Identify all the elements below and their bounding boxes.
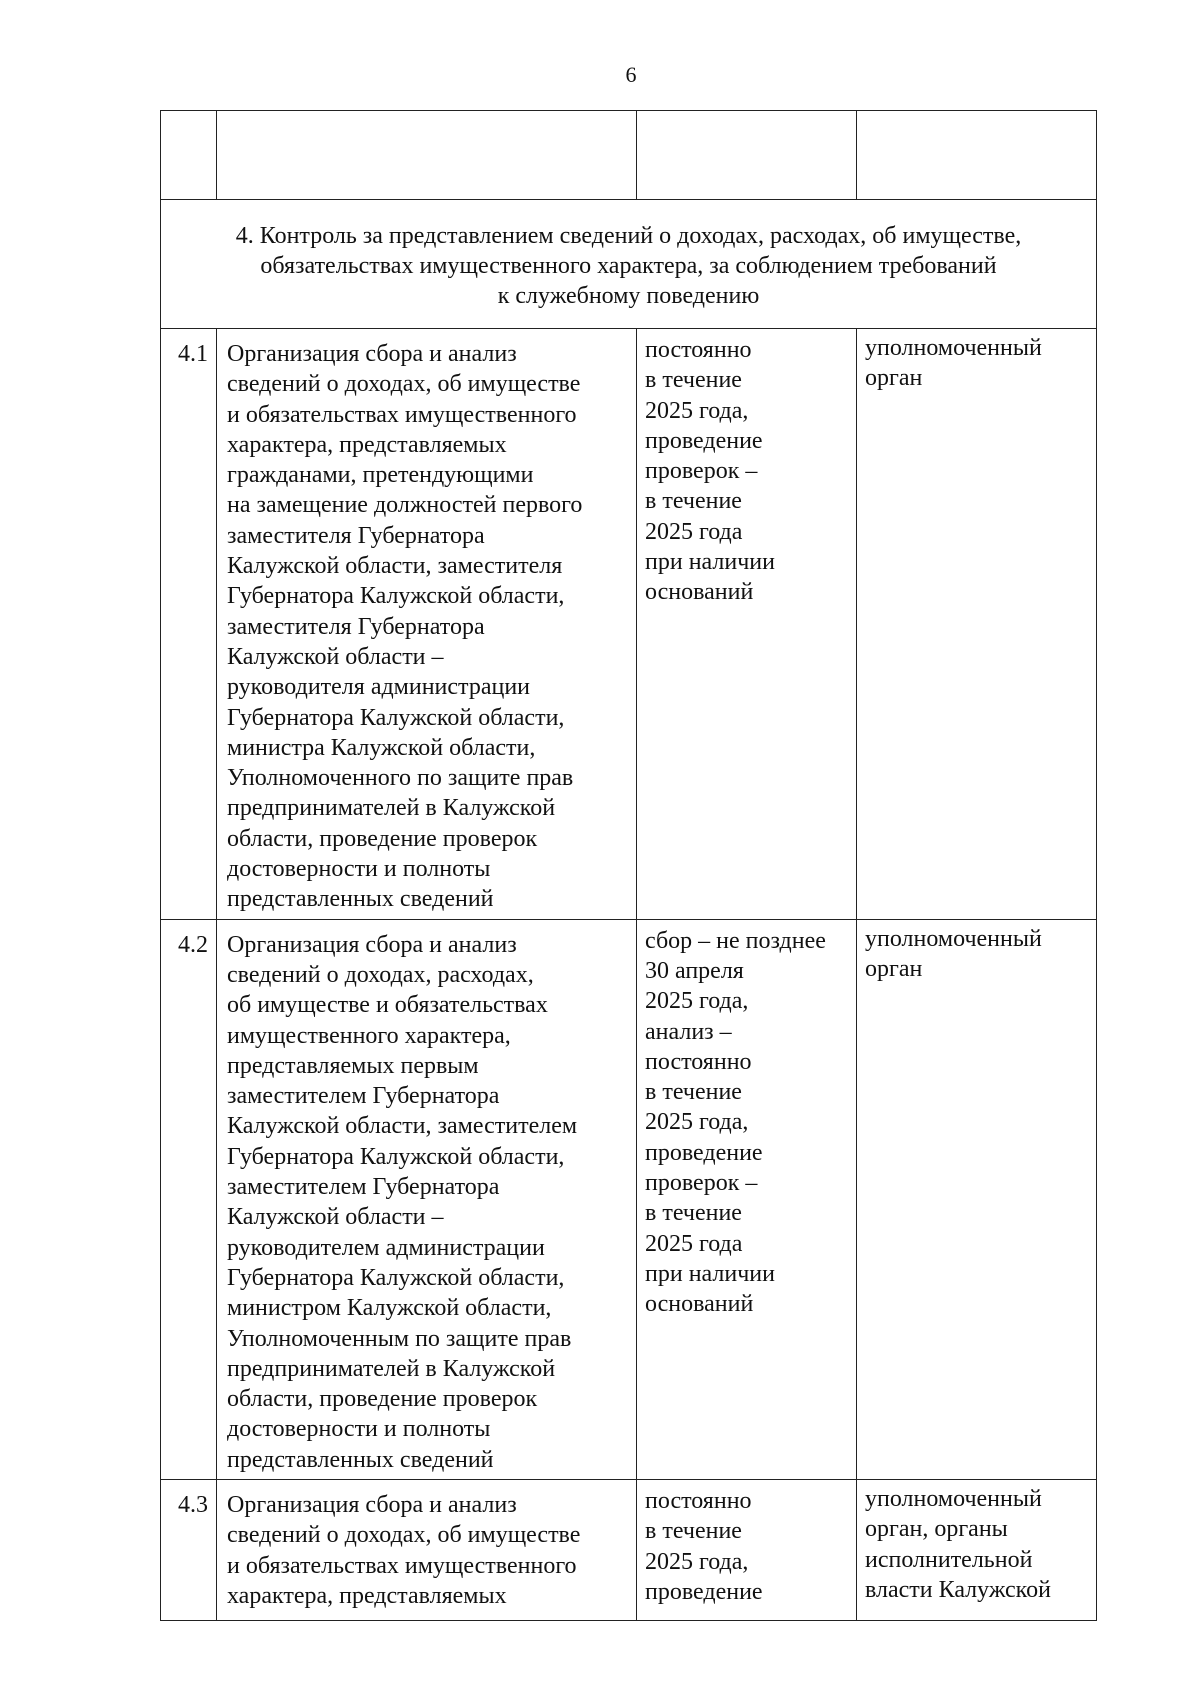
plan-table (160, 110, 1097, 1621)
section-title: 4. Контроль за представлением сведений о доходах, расходах, об имуществе, обязательствах имущественного характера, за соблюдением требований к служебному поведению (235, 223, 1022, 309)
empty-cell-text (217, 111, 637, 200)
table-row-4-1 (161, 329, 1097, 920)
table-row-4-2 (161, 919, 1097, 1479)
row-org-cell (857, 919, 1097, 1479)
row-term-text: постоянно в течение 2025 года, проведение проверок – в течение 2025 года при наличии оснований (645, 337, 775, 606)
row-activity-text: Организация сбора и анализ сведений о доходах, об имуществе и обязательствах имущественного характера, представляемых гражданами, претендующими на замещение должностей первого заместителя Губернатора Калужской области, заместителя Губернатора Калужской области, заместителя Губернатора Калужской области – руководителя администрации Губернатора Калужской области, министра Калужской области, Уполномоченного по защите прав предпринимателей в Калужской области, проведение проверок достоверности и полноты представленных сведений (227, 341, 583, 913)
row-number: 4.3 (161, 1479, 217, 1620)
row-activity-text: Организация сбора и анализ сведений о доходах, об имуществе и обязательствах имущественного характера, представляемых (227, 1491, 581, 1609)
table-row-4-3 (161, 1479, 1097, 1620)
empty-cell-num (161, 111, 217, 200)
table-row-empty-continuation (161, 111, 1097, 200)
row-term-cell (637, 1479, 857, 1620)
row-term-cell (637, 329, 857, 920)
section-header-row (161, 200, 1097, 329)
row-org-cell (857, 1479, 1097, 1620)
row-term-text: сбор – не позднее 30 апреля 2025 года, анализ – постоянно в течение 2025 года, проведение проверок – в течение 2025 года при наличии оснований (645, 927, 826, 1318)
row-org-text: уполномоченный орган (865, 925, 1042, 982)
row-activity-cell (217, 1479, 637, 1620)
row-term-text: постоянно в течение 2025 года, проведение (645, 1487, 763, 1605)
row-term-cell (637, 919, 857, 1479)
empty-cell-org (857, 111, 1097, 200)
row-org-text: уполномоченный орган (865, 335, 1042, 392)
row-activity-cell (217, 329, 637, 920)
row-org-cell (857, 329, 1097, 920)
page-number: 6 (625, 62, 637, 87)
section-header-cell (161, 200, 1097, 329)
empty-cell-term (637, 111, 857, 200)
row-org-text: уполномоченный орган, органы исполнительной власти Калужской (865, 1485, 1051, 1603)
row-number: 4.1 (161, 329, 217, 920)
row-activity-cell (217, 919, 637, 1479)
row-number: 4.2 (161, 919, 217, 1479)
row-activity-text: Организация сбора и анализ сведений о доходах, расходах, об имуществе и обязательствах имущественного характера, представляемых первым заместителем Губернатора Калужской области, заместителем Губернатора Калужской области, заместителем Губернатора Калужской области – руководителем администрации Губернатора Калужской области, министром Калужской области, Уполномоченным по защите прав предпринимателей в Калужской области, проведение проверок достоверности и полноты представленных сведений (227, 931, 578, 1473)
